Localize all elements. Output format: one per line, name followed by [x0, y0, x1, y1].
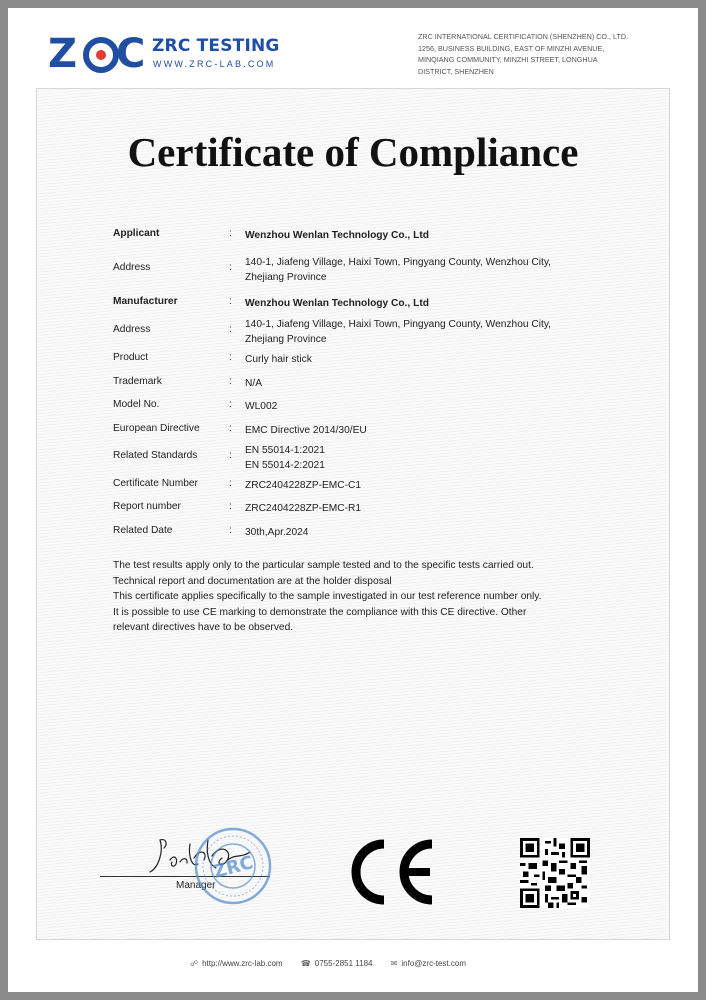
field-label: Trademark [113, 376, 162, 387]
field-label: Address [113, 324, 151, 335]
brand-url: WWW.ZRC-LAB.COM [153, 59, 276, 69]
signer-role: Manager [176, 880, 216, 891]
field-label: Manufacturer [113, 296, 178, 307]
field-label: Product [113, 352, 149, 363]
footer-phone: ☎ 0755-2851 1184 [300, 959, 373, 968]
zrc-logo [48, 30, 288, 80]
field-value: Wenzhou Wenlan Technology Co., Ltd [245, 298, 429, 309]
note-line: The test results apply only to the particular sample tested and to the specific tests carried out. [113, 560, 534, 571]
field-value: EN 55014-1:2021 EN 55014-2:2021 [245, 445, 325, 471]
field-value: EMC Directive 2014/30/EU [245, 425, 367, 436]
field-label: Related Date [113, 525, 173, 536]
field-colon: : [229, 324, 232, 335]
field-colon: : [229, 450, 232, 461]
note-line: This certificate applies specifically to the sample investigated in our test reference number only. [113, 591, 542, 602]
company-address [418, 31, 650, 77]
company-line: 1256, BUSINESS BUILDING, EAST OF MINZHI AVENUE, [418, 43, 605, 53]
brand-name: ZRC TESTING [152, 36, 280, 56]
field-value: Wenzhou Wenlan Technology Co., Ltd [245, 230, 429, 241]
field-colon: : [229, 423, 232, 434]
field-label: Applicant [113, 228, 160, 239]
company-stamp-icon [193, 826, 273, 906]
globe-icon: ☍ [190, 959, 199, 968]
company-line: MINQIANG COMMUNITY, MINZHI STREET, LONGHUA [418, 55, 598, 64]
logo-ring-icon [83, 37, 119, 73]
field-value: 30th,Apr.2024 [245, 527, 309, 538]
certificate-notes [113, 558, 593, 636]
email-icon: ✉ [390, 959, 398, 968]
field-colon: : [229, 352, 232, 363]
field-colon: : [229, 376, 232, 387]
field-colon: : [229, 478, 232, 489]
field-label: Model No. [113, 399, 160, 410]
field-colon: : [229, 501, 232, 512]
logo-letters: Z C [48, 31, 145, 77]
field-colon: : [229, 228, 232, 239]
footer-contacts [190, 959, 482, 968]
certificate-title: Certificate of Compliance [127, 129, 579, 175]
company-line: ZRC INTERNATIONAL CERTIFICATION (SHENZHEN) CO., LTD. [418, 32, 629, 41]
field-colon: : [229, 399, 232, 410]
ce-mark-icon [344, 838, 436, 906]
company-line: DISTRICT, SHENZHEN [418, 66, 494, 76]
field-value: WL002 [245, 401, 278, 412]
note-line: Technical report and documentation are at the holder disposal [113, 575, 392, 587]
field-value: ZRC2404228ZP-EMC-C1 [245, 480, 362, 491]
note-line: It is possible to use CE marking to demonstrate the compliance with this CE directive. Other [113, 606, 527, 618]
field-label: European Directive [113, 423, 200, 434]
field-value: N/A [245, 378, 262, 389]
phone-icon: ☎ [300, 959, 311, 968]
note-line: relevant directives have to be observed. [113, 622, 294, 633]
field-label: Certificate Number [113, 478, 198, 489]
field-value: 140-1, Jiafeng Village, Haixi Town, Pingyang County, Wenzhou City, Zhejiang Province [245, 319, 551, 345]
field-colon: : [229, 525, 232, 536]
stamp-text: ZRC [211, 852, 256, 883]
field-value: 140-1, Jiafeng Village, Haixi Town, Pingyang County, Wenzhou City, Zhejiang Province [245, 257, 551, 283]
qr-code-icon [520, 838, 590, 908]
field-label: Related Standards [113, 450, 198, 461]
field-label: Report number [113, 501, 181, 512]
footer-website[interactable]: ☍ http://www.zrc-lab.com [190, 959, 283, 968]
footer-email[interactable]: ✉ info@zrc-test.com [390, 959, 466, 968]
field-colon: : [229, 262, 232, 273]
field-colon: : [229, 296, 232, 307]
field-value: Curly hair stick [245, 354, 312, 365]
field-value: ZRC2404228ZP-EMC-R1 [245, 503, 362, 514]
field-label: Address [113, 262, 151, 273]
